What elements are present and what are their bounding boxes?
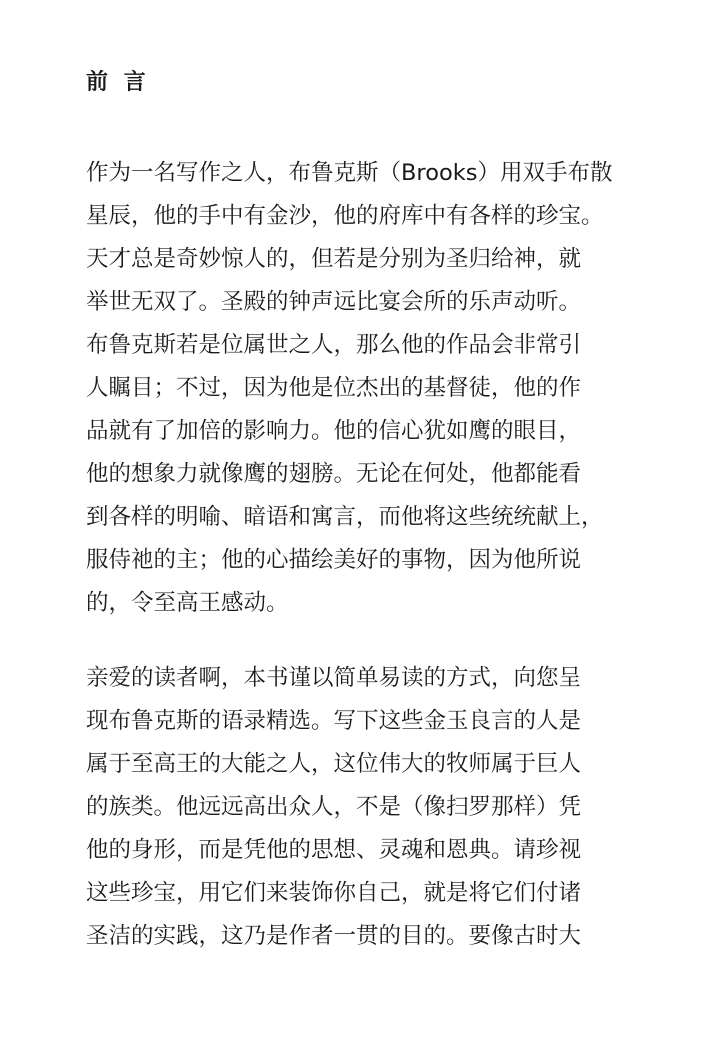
text-line: 天才总是奇妙惊人的，但若是分别为圣归给神，就 [86, 246, 582, 272]
text-line: 他的身形，而是凭他的思想、灵魂和恩典。请珍视 [86, 837, 582, 863]
text-line: 他的想象力就像鹰的翅膀。无论在何处，他都能看 [86, 461, 582, 487]
text-line: 的族类。他远远高出众人，不是（像扫罗那样）凭 [86, 794, 582, 820]
text-line: 星辰，他的手中有金沙，他的府库中有各样的珍宝。 [86, 203, 604, 229]
text-line: 作为一名写作之人，布鲁克斯（Brooks）用双手布散 [86, 160, 613, 186]
text-line: 属于至高王的大能之人，这位伟大的牧师属于巨人 [86, 751, 582, 777]
paragraph-1 [86, 152, 646, 625]
text-line: 品就有了加倍的影响力。他的信心犹如鹰的眼目， [86, 418, 582, 444]
text-line: 亲爱的读者啊，本书谨以简单易读的方式，向您呈 [86, 665, 582, 691]
paragraph-2 [86, 657, 646, 958]
text-line: 到各样的明喻、暗语和寓言，而他将这些统统献上， [86, 504, 604, 530]
text-line: 圣洁的实践，这乃是作者一贯的目的。要像古时大 [86, 923, 582, 949]
document-page [86, 66, 646, 990]
text-line: 布鲁克斯若是位属世之人，那么他的作品会非常引 [86, 332, 582, 358]
text-line: 人瞩目；不过，因为他是位杰出的基督徒，他的作 [86, 375, 582, 401]
text-line: 的，令至高王感动。 [86, 590, 289, 616]
text-line: 举世无双了。圣殿的钟声远比宴会所的乐声动听。 [86, 289, 582, 315]
text-line: 服侍祂的主；他的心描绘美好的事物，因为他所说 [86, 547, 582, 573]
page-title: 前 言 [86, 70, 150, 95]
text-line: 这些珍宝，用它们来装饰你自己，就是将它们付诸 [86, 880, 582, 906]
text-line: 现布鲁克斯的语录精选。写下这些金玉良言的人是 [86, 708, 582, 734]
